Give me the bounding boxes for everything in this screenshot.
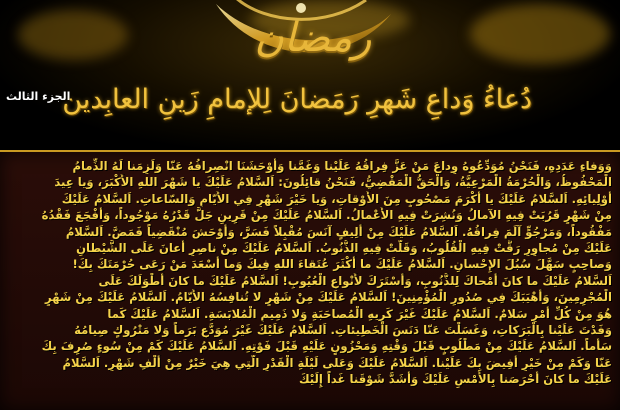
- text-line: عَلَيْكَ مِنْ مُجاوِرٍ رَقَّتْ فِيهِ الْقُلُوبُ، وَقَلَّتْ فِيهِ الذُّنُوبُ. اَلسَّلامُ عَلَيْكَ مِنْ ناصِرٍ أَعانَ عَلَى الشَّيْطانِ: [76, 241, 612, 256]
- part-label: الجزء الثالث: [6, 90, 71, 103]
- prayer-text: [8, 158, 612, 410]
- text-line: سَأَماً. اَلسَّلامُ عَلَيْكَ مِنْ مَطْلُوبٍ قَبْلَ وَقْتِهِ وَمَحْزُونٍ عَلَيْهِ قَبْلَ فَوْتِهِ. اَلسَّلامُ عَلَيْكَ كَمْ مِنْ سُوءٍ صُرِفَ بِكَ: [41, 339, 612, 354]
- text-line: عَلَيْكَ ما كانَ أَحْرَصَنا بِالأَمْسِ عَلَيْكَ وَأَشَدَّ شَوْقَنا غَداً إِلَيْكَ: [298, 372, 612, 387]
- page-title: دُعاءُ وَداعِ شَهرِ رَمَضانَ لِلإمامِ زَينِ العابِدين: [62, 84, 532, 115]
- text-line: الْمَحْفُوظُ، وَالْحُرْمَةُ الْمَرْعِيَّةُ، وَالْحَقُّ الْمَقْضِيُّ، فَنَحْنُ قائِلُونَ: اَلسَّلامُ عَلَيْكَ يا شَهْرَ اللهِ الأَكْبَرَ، وَيا عِيدَ: [54, 175, 612, 190]
- header-banner: [0, 0, 620, 150]
- lantern-glow-right: [470, 4, 610, 64]
- text-line: الْمُجْرِمِينَ، وَأَهْيَبَكَ فِي صُدُورِ الْمُؤْمِنِينَ! اَلسَّلامُ عَلَيْكَ مِنْ شَهْرٍ لا تُنافِسُهُ الأَيّامُ. اَلسَّلامُ عَلَيْكَ مِنْ شَهْرٍ: [45, 290, 612, 305]
- text-line: مَفْقُوداً، وَمَرْجُوٍّ آلَمَ فِراقُهُ. اَلسَّلامُ عَلَيْكَ مِنْ أَلِيفٍ آنَسَ مُقْبِلاً فَسَرَّ، وَأَوْحَشَ مُنْقَضِياً فَمَضَّ. اَلسَّلامُ: [65, 224, 612, 239]
- text-line: مِنْ شَهْرٍ قَرُبَتْ فِيهِ الآمالُ وَنُشِرَتْ فِيهِ الأَعْمالُ. اَلسَّلامُ عَلَيْكَ مِنْ قَرِينٍ جَلَّ قَدْرُهُ مَوْجُوداً، وَأَفْجَعَ فَقْدُهُ: [41, 208, 612, 223]
- ramadan-logo: رمضان: [254, 15, 372, 61]
- text-line: اَلسَّلامُ عَلَيْكَ ما كانَ أَمْحاكَ لِلذُّنُوبِ، وَأَسْتَرَكَ لأَنْواعِ الْعُيُوبِ! اَلسَّلامُ عَلَيْكَ ما كانَ أَطْوَلَكَ عَلَى: [98, 273, 612, 288]
- text-line: وَوَفاءِ عَدَدِهِ، فَنَحْنُ مُوَدِّعُوهُ وِداعَ مَنْ عَزَّ فِراقُهُ عَلَيْنا وَغَمَّنا وَأَوْحَشَنَا انْصِرافُهُ عَنّا وَلَزِمَنا لَهُ الذِّمامُ: [72, 159, 612, 173]
- lantern-glow-left: [18, 10, 128, 60]
- text-frame: [0, 150, 620, 410]
- text-line: وَفَدْتَ عَلَيْنا بِالْبَرَكاتِ، وَغَسَلْتَ عَنّا دَنَسَ الْخَطِيئاتِ. اَلسَّلامُ عَلَيْكَ غَيْرَ مُوَدَّعٍ بَرَماً وَلا مَتْرُوكٍ صِيامُهُ: [74, 323, 612, 338]
- text-line: وَصاحِبٍ سَهَّلَ سُبُلَ الإِحْسانِ. اَلسَّلامُ عَلَيْكَ ما أَكْثَرَ عُتَقاءَ اللهِ فِيكَ وَما أَسْعَدَ مَنْ رَعَى حُرْمَتَكَ بِكَ!: [72, 257, 612, 272]
- text-line: أَوْلِيائِهِ. اَلسَّلامُ عَلَيْكَ يا أَكْرَمَ مَصْحُوبٍ مِنَ الأَوْقاتِ، وَيا خَيْرَ شَهْرٍ فِي الأَيّامِ وَالسّاعاتِ. اَلسَّلامُ عَلَيْكَ: [61, 191, 612, 206]
- text-line: عَنّا وَكَمْ مِنْ خَيْرٍ أُفِيضَ بِكَ عَلَيْنا. اَلسَّلامُ عَلَيْكَ وَعَلى لَيْلَةِ الْقَدْرِ الَّتِي هِيَ خَيْرٌ مِنْ أَلْفِ شَهْرٍ. اَلسَّلامُ: [62, 355, 612, 370]
- text-line: هُوَ مِنْ كُلِّ أَمْرٍ سَلامٌ. اَلسَّلامُ عَلَيْكَ غَيْرَ كَرِيهِ الْمُصاحَبَةِ وَلا ذَمِيمِ الْمُلابَسَةِ. اَلسَّلامُ عَلَيْكَ كَما: [107, 306, 612, 321]
